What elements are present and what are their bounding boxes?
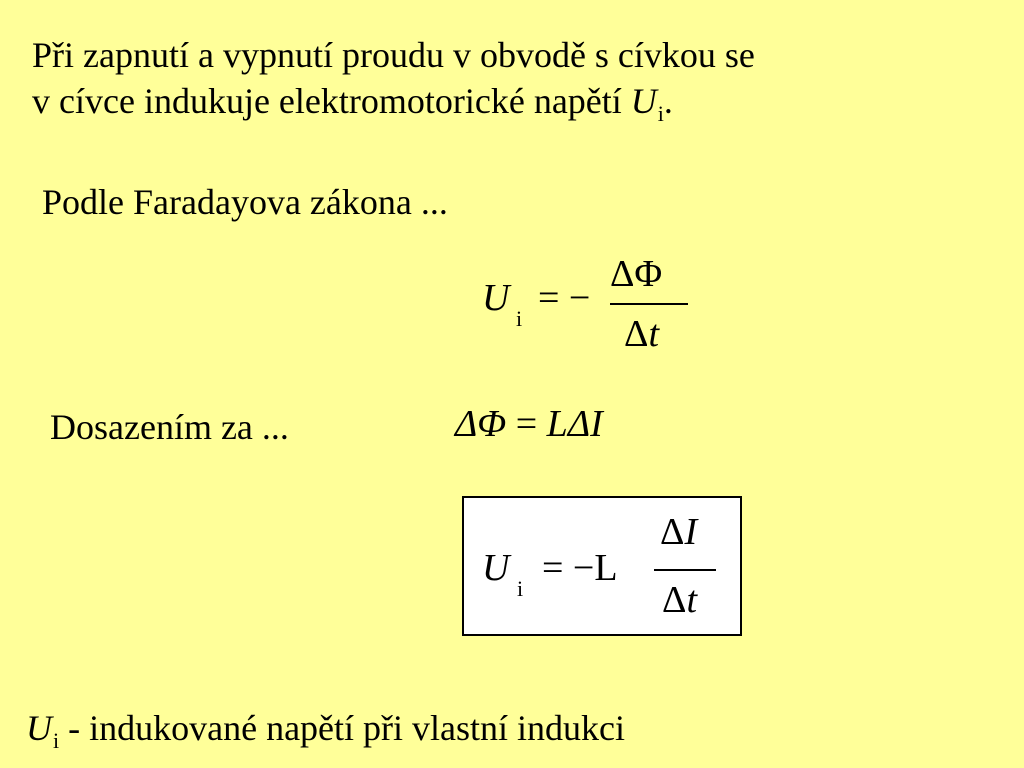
faraday-denominator <box>624 312 659 356</box>
footer-voltage-symbol: U <box>26 708 52 748</box>
intro-line-2 <box>32 78 1012 129</box>
intro-line-2-period: . <box>663 81 673 121</box>
result-numerator-delta: Δ <box>660 511 685 553</box>
result-equals-minus-l <box>542 546 618 590</box>
substitution-text: Dosazením za ... <box>50 407 289 447</box>
footer-text: - indukované napětí při vlastní indukci <box>59 708 625 748</box>
faraday-lhs-subscript: i <box>516 306 523 331</box>
faraday-lhs-symbol: U <box>482 277 510 319</box>
substitution-delta-current: ΔI <box>567 403 603 445</box>
voltage-subscript: i <box>657 101 664 126</box>
intro-paragraph <box>32 32 1012 129</box>
result-numerator <box>660 510 697 554</box>
faraday-equals-minus: = − <box>538 277 591 319</box>
faraday-denominator-delta: Δ <box>624 313 649 355</box>
faraday-fraction-bar <box>610 303 688 305</box>
result-fraction-bar <box>654 569 716 571</box>
substitution-equals: = <box>515 403 538 445</box>
result-equation-box <box>462 496 742 636</box>
faraday-numerator: ΔΦ <box>610 253 663 295</box>
result-equals-minus-l-text: = −L <box>542 547 618 589</box>
intro-line-1: Při zapnutí a vypnutí proudu v obvodě s cívkou se <box>32 35 755 75</box>
result-lhs-subscript: i <box>517 576 524 601</box>
substitution-inductance: L <box>546 403 568 445</box>
voltage-symbol: U <box>630 81 657 121</box>
result-denominator-delta: Δ <box>662 579 687 621</box>
substitution-delta-phi: ΔΦ <box>455 403 507 445</box>
intro-line-2-text: v cívce indukuje elektromotorické napětí <box>32 81 631 121</box>
footer-definition <box>26 706 625 755</box>
result-denominator <box>662 578 697 622</box>
result-denominator-var: t <box>686 579 697 621</box>
faraday-denominator-var: t <box>648 313 659 355</box>
result-numerator-var: I <box>684 511 698 553</box>
faraday-equation <box>480 253 700 368</box>
footer-voltage-subscript: i <box>53 728 60 753</box>
faraday-law-text: Podle Faradayova zákona ... <box>42 182 448 222</box>
result-lhs-symbol: U <box>482 547 510 589</box>
substitution-equation <box>455 402 603 446</box>
